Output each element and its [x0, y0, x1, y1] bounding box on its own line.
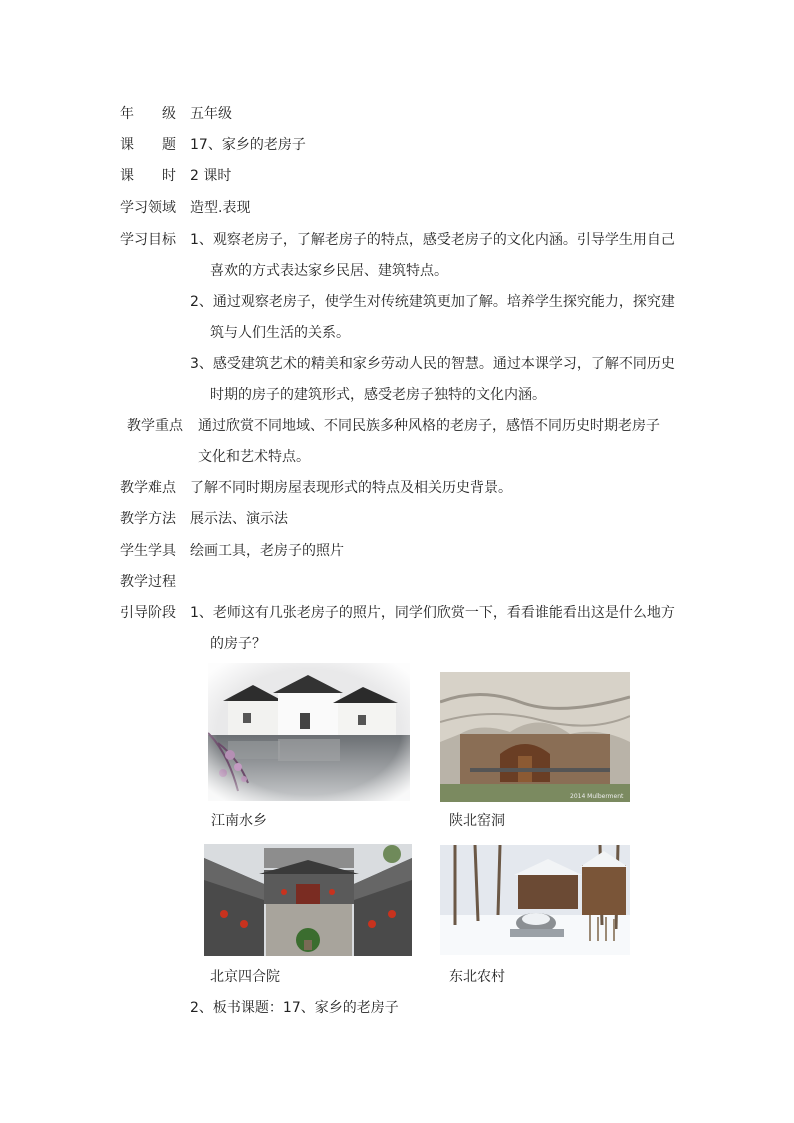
method-label: 教学方法 [120, 511, 176, 527]
topic-value: 17、家乡的老房子 [190, 137, 306, 153]
svg-text:2014 Mulberment: 2014 Mulberment [570, 793, 624, 800]
topic-label: 课 题 [120, 137, 176, 153]
domain-label: 学习领域 [120, 200, 176, 216]
goal-3-line2: 时期的房子的建筑形式，感受老房子独特的文化内涵。 [210, 387, 546, 403]
process-label: 教学过程 [120, 574, 176, 590]
caption-beijing: 北京四合院 [210, 969, 280, 985]
goal-2-line2: 筑与人们生活的关系。 [210, 325, 350, 341]
stage-item1-line2: 的房子？ [210, 636, 266, 652]
goal-2-line1: 2、通过观察老房子，使学生对传统建筑更加了解。培养学生探究能力，探究建 [190, 294, 675, 310]
tools-label: 学生学具 [120, 543, 176, 559]
periods-label: 课 时 [120, 168, 176, 184]
difficulty-value: 了解不同时期房屋表现形式的特点及相关历史背景。 [190, 480, 512, 496]
caption-jiangnan: 江南水乡 [211, 813, 267, 829]
periods-value: 2 课时 [190, 168, 232, 184]
goal-3-line1: 3、感受建筑艺术的精美和家乡劳动人民的智慧。通过本课学习，了解不同历史 [190, 356, 675, 372]
stage-label: 引导阶段 [120, 605, 176, 621]
key-point-line2: 文化和艺术特点。 [198, 449, 310, 465]
stage-item1-line1: 1、老师这有几张老房子的照片，同学们欣赏一下，看看谁能看出这是什么地方 [190, 605, 675, 621]
grade-label: 年 级 [120, 106, 176, 122]
shaanbei-cave-dwelling-photo [440, 672, 630, 802]
goal-1-line2: 喜欢的方式表达家乡民居、建筑特点。 [210, 263, 448, 279]
goal-1-line1: 1、观察老房子，了解老房子的特点，感受老房子的文化内涵。引导学生用自己 [190, 232, 675, 248]
caption-northeast: 东北农村 [449, 969, 505, 985]
method-value: 展示法、演示法 [190, 511, 288, 527]
key-point-line1: 通过欣赏不同地域、不同民族多种风格的老房子，感悟不同历史时期老房子 [198, 418, 660, 434]
grade-value: 五年级 [190, 106, 232, 122]
key-point-label: 教学重点 [127, 418, 183, 434]
jiangnan-water-town-photo [208, 663, 410, 801]
tools-value: 绘画工具，老房子的照片 [190, 543, 344, 559]
goals-label: 学习目标 [120, 232, 176, 248]
caption-shaanbei: 陕北窑洞 [449, 813, 505, 829]
beijing-courtyard-photo [204, 844, 412, 956]
difficulty-label: 教学难点 [120, 480, 176, 496]
domain-value: 造型.表现 [190, 200, 251, 216]
stage-item2: 2、板书课题：17、家乡的老房子 [190, 1000, 399, 1016]
northeast-village-photo [440, 845, 630, 955]
